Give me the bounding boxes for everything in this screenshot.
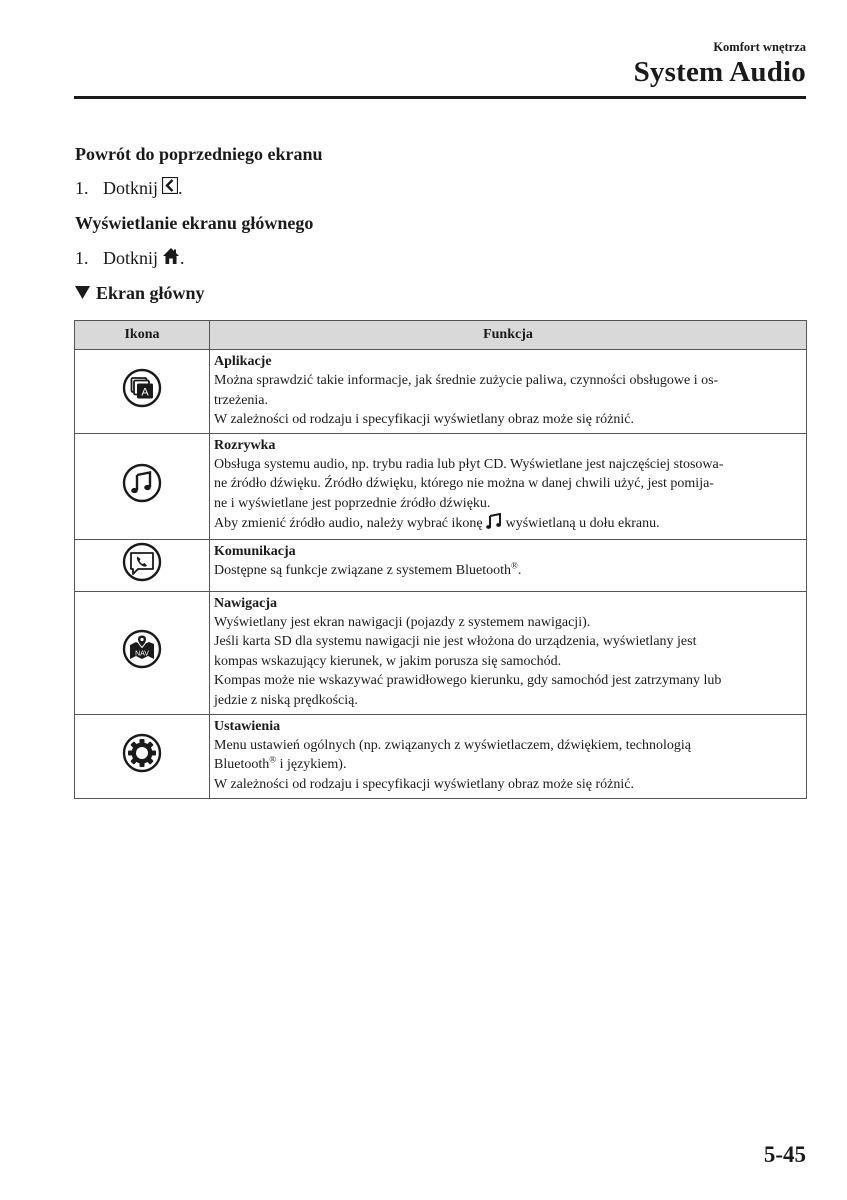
function-text: jedzie z niską prędkością.: [214, 692, 358, 708]
table-row: [75, 433, 807, 539]
function-text: Można sprawdzić takie informacje, jak średnie zużycie paliwa, czynności obsługowe i os-: [214, 373, 719, 389]
column-header-function: Funkcja: [210, 321, 807, 350]
function-text: Wyświetlany jest ekran nawigacji (pojazdy z systemem nawigacji).: [214, 615, 591, 631]
header-rule: [74, 96, 806, 99]
navigation-icon: [122, 650, 162, 673]
step-end: .: [178, 177, 183, 198]
table-header-row: [75, 321, 807, 350]
step-number: 1.: [75, 248, 89, 268]
function-cell: [210, 539, 807, 591]
svg-text:A: A: [141, 386, 149, 399]
table-row: [75, 539, 807, 591]
text-fragment: wyświetlaną u dołu ekranu.: [505, 516, 660, 532]
column-header-icon: Ikona: [75, 321, 210, 350]
applications-icon: [122, 386, 162, 412]
step-text: Dotknij: [103, 248, 159, 268]
function-text: Kompas może nie wskazywać prawidłowego kierunku, gdy samochód jest zatrzymany lub: [214, 673, 722, 689]
triangle-down-icon: [75, 283, 90, 304]
function-cell: [210, 591, 807, 714]
text-fragment: Bluetooth: [214, 757, 270, 773]
home-step: [75, 247, 185, 270]
registered-mark: ®: [511, 560, 518, 571]
home-heading: Wyświetlanie ekranu głównego: [75, 213, 314, 233]
function-text: [214, 513, 804, 535]
settings-gear-icon: [122, 762, 162, 777]
function-cell: [210, 350, 807, 434]
function-text: [214, 561, 804, 580]
back-arrow-icon: [162, 177, 178, 199]
function-text: trzeżenia.: [214, 392, 269, 408]
icon-cell: [75, 539, 210, 591]
music-note-icon: [486, 513, 502, 535]
function-cell: [210, 714, 807, 798]
icon-cell: [75, 591, 210, 714]
text-fragment: Aby zmienić źródło audio, należy wybrać ikonę: [214, 516, 483, 532]
function-text: ne źródło dźwięku. Źródło dźwięku, którego nie można w danej chwili użyć, jest pomija-: [214, 476, 714, 492]
home-icon: [162, 247, 180, 270]
text-fragment: Dostępne są funkcje związane z systemem Bluetooth: [214, 563, 512, 579]
table-row: [75, 714, 807, 798]
function-name: Nawigacja: [214, 595, 277, 611]
step-end: .: [180, 248, 185, 268]
back-step: [75, 177, 183, 199]
function-text: [214, 755, 804, 774]
function-text: Jeśli karta SD dla systemu nawigacji nie jest włożona do urządzenia, wyświetlany jest: [214, 634, 697, 650]
function-text: W zależności od rodzaju i specyfikacji wyświetlany obraz może się różnić.: [214, 776, 634, 792]
function-name: Komunikacja: [214, 543, 296, 559]
table-row: [75, 350, 807, 434]
page-number: 5-45: [763, 1142, 806, 1167]
main-screen-heading: [75, 283, 205, 304]
icon-cell: [75, 433, 210, 539]
step-number: 1.: [75, 177, 89, 198]
icon-cell: [75, 714, 210, 798]
communication-phone-icon: [122, 571, 162, 586]
step-text: Dotknij: [103, 177, 159, 198]
function-text: Menu ustawień ogólnych (np. związanych z wyświetlaczem, dźwiękiem, technologią: [214, 738, 692, 754]
text-fragment: i językiem).: [276, 757, 347, 773]
nav-icon-label: NAV: [135, 650, 149, 658]
section-label: Komfort wnętrza: [713, 40, 806, 54]
icon-cell: [75, 350, 210, 434]
function-table: [74, 320, 807, 799]
function-name: Ustawienia: [214, 718, 281, 734]
function-text: W zależności od rodzaju i specyfikacji wyświetlany obraz może się różnić.: [214, 412, 634, 428]
text-fragment: .: [517, 563, 522, 579]
function-name: Aplikacje: [214, 354, 272, 369]
entertainment-music-icon: [122, 492, 162, 507]
function-name: Rozrywka: [214, 437, 276, 453]
function-text: kompas wskazujący kierunek, w jakim porusza się samochód.: [214, 653, 562, 669]
function-text: ne i wyświetlane jest poprzednie źródło dźwięku.: [214, 495, 491, 511]
function-cell: [210, 433, 807, 539]
page-title: System Audio: [633, 56, 806, 88]
function-text: Obsługa systemu audio, np. trybu radia lub płyt CD. Wyświetlane jest najczęściej stosowa-: [214, 457, 724, 473]
main-screen-label: Ekran główny: [96, 283, 205, 303]
registered-mark: ®: [269, 754, 277, 765]
table-row: [75, 591, 807, 714]
back-heading: Powrót do poprzedniego ekranu: [75, 144, 323, 164]
